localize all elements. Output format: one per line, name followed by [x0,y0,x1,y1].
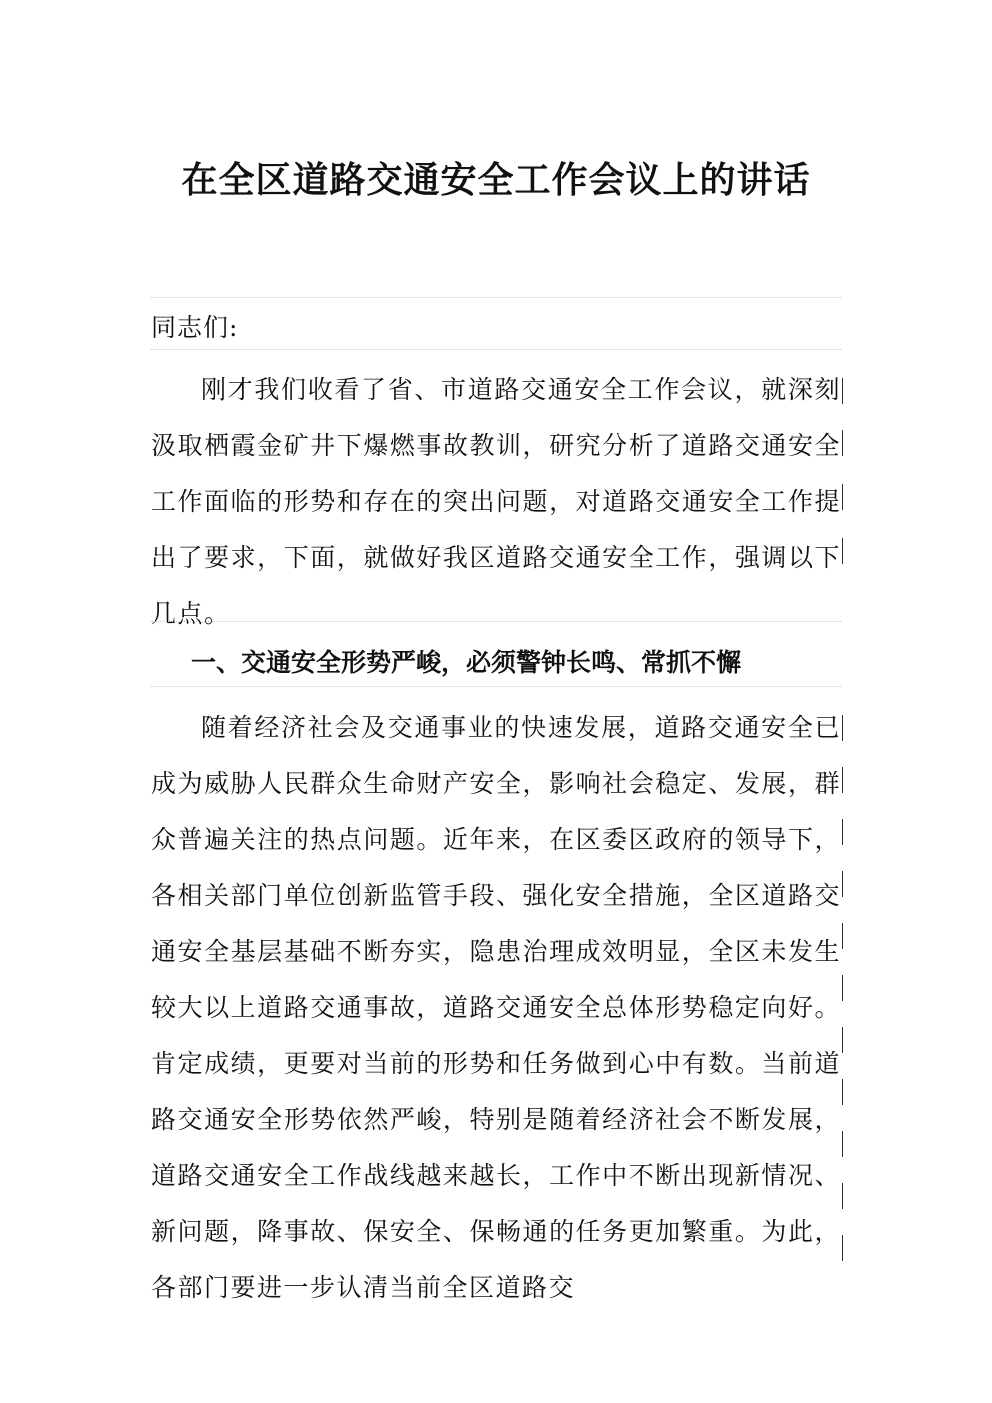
margin-mark [842,1079,843,1105]
margin-mark [842,975,843,1001]
margin-mark [842,1027,843,1053]
margin-mark [842,484,843,510]
document-title: 在全区道路交通安全工作会议上的讲话 [181,159,811,201]
line-guide [151,297,841,298]
margin-mark [842,923,843,949]
line-guide [151,349,841,350]
body-paragraph: 刚才我们收看了省、市道路交通安全工作会议，就深刻汲取栖霞金矿井下爆燃事故教训，研究分析了道路交通安全工作面临的形势和存在的突出问题，对道路交通安全工作提出了要求，下面，就做好我区道路交通安全工作，强调以下几点。 [151,375,841,628]
margin-mark [842,767,843,793]
margin-mark [842,1183,843,1209]
salutation: 同志们: [151,313,239,342]
line-guide [151,686,841,687]
margin-mark [842,538,843,564]
margin-mark [842,715,843,741]
section-heading: 一、交通安全形势严峻，必须警钟长鸣、常抓不懈 [191,648,742,677]
margin-mark [842,871,843,897]
line-guide [151,621,841,622]
margin-mark [842,1131,843,1157]
margin-mark [842,819,843,845]
margin-mark [842,1235,843,1261]
body-paragraph: 随着经济社会及交通事业的快速发展，道路交通安全已成为威胁人民群众生命财产安全，影响社会稳定、发展，群众普遍关注的热点问题。近年来，在区委区政府的领导下，各相关部门单位创新监管手段、强化安全措施，全区道路交通安全基层基础不断夯实，隐患治理成效明显，全区未发生较大以上道路交通事故，道路交通安全总体形势稳定向好。肯定成绩，更要对当前的形势和任务做到心中有数。当前道路交通安全形势依然严峻，特别是随着经济社会不断发展，道路交通安全工作战线越来越长，工作中不断出现新情况、新问题，降事故、保安全、保畅通的任务更加繁重。为此，各部门要进一步认清当前全区道路交 [151,713,841,1302]
margin-mark [842,378,843,404]
margin-mark [842,430,843,456]
